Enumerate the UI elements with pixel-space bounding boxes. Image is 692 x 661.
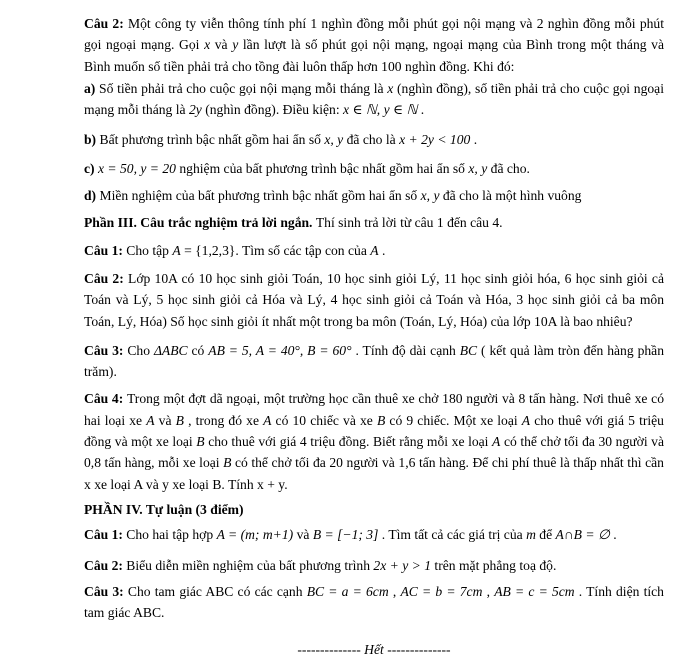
segment-math: B = [−1; 3] bbox=[312, 527, 379, 543]
segment-label: Câu 1: bbox=[84, 527, 127, 543]
segment-text: đã cho là một hình vuông bbox=[439, 188, 582, 204]
segment-text: Một công ty viễn thông tính phí 1 nghìn đồng mỗi phút gọi nội mạng và 2 nghìn đồng mỗi phút gọi ngoại mạng. Gọi bbox=[84, 16, 664, 53]
segment-math: x bbox=[204, 37, 211, 53]
segment-math: ΔABC bbox=[153, 342, 188, 358]
segment-math: A bbox=[263, 412, 272, 428]
part3-q2 bbox=[84, 268, 664, 332]
statement-d bbox=[84, 185, 664, 206]
segment-label: c) bbox=[84, 160, 98, 176]
segment-label: Phần III. Câu trắc nghiệm trả lời ngắn. bbox=[84, 215, 316, 231]
segment-text: . bbox=[470, 132, 478, 148]
segment-math: AB = 5, A = 40°, B = 60° bbox=[208, 342, 352, 358]
segment-text: Trong một đợt dã ngoại, một trường học cần thuê xe chở 180 người và 8 tấn hàng. Nơi thuê xe có hai loại xe bbox=[84, 391, 664, 428]
segment-label: Câu 2: bbox=[84, 270, 129, 286]
statement-a bbox=[84, 78, 664, 121]
segment-math: Hết bbox=[364, 642, 384, 658]
segment-math: A = (m; m+1) bbox=[216, 527, 294, 543]
segment-text: -------------- bbox=[297, 642, 365, 658]
segment-math: B bbox=[223, 455, 232, 471]
segment-label: Câu 4: bbox=[84, 391, 127, 407]
q2-intro bbox=[84, 13, 664, 77]
segment-text: đã cho là bbox=[343, 132, 400, 148]
segment-text: có thể chở tối đa 30 người và 0,8 tấn hàng, mỗi xe loại bbox=[84, 434, 665, 471]
segment-text: . Tính độ dài cạnh bbox=[351, 342, 460, 358]
segment-math: AB = c = 5cm bbox=[494, 583, 575, 599]
part4-heading bbox=[84, 499, 664, 520]
part3-q3 bbox=[84, 340, 664, 383]
segment-text: -------------- bbox=[383, 642, 451, 658]
segment-text: Cho tam giác ABC có các cạnh bbox=[127, 583, 307, 599]
segment-label: a) bbox=[84, 80, 100, 96]
segment-text: cho thuê với giá 4 triệu đồng. Biết rằng mỗi xe loại bbox=[204, 434, 493, 450]
segment-text: Biểu diễn miền nghiệm của bất phương trình bbox=[126, 557, 374, 573]
segment-math: 2y bbox=[188, 102, 202, 118]
segment-math: B bbox=[196, 434, 205, 450]
segment-math: BC = a = 6cm bbox=[306, 583, 389, 599]
segment-text: Số tiền phải trả cho cuộc gọi nội mạng mỗi tháng là bbox=[99, 80, 388, 96]
segment-math: AC = b = 7cm bbox=[400, 583, 483, 599]
segment-label: Câu 3: bbox=[84, 342, 128, 358]
segment-math: A bbox=[521, 412, 531, 428]
segment-text: Thí sinh trả lời từ câu 1 đến câu 4. bbox=[315, 215, 503, 231]
segment-math: x, y bbox=[324, 132, 344, 148]
segment-text: và bbox=[154, 412, 176, 428]
segment-math: x + 2y < 100 bbox=[399, 132, 471, 148]
segment-math: BC bbox=[459, 342, 478, 358]
part4-q1 bbox=[84, 524, 664, 545]
segment-text: trên mặt phẳng toạ độ. bbox=[431, 557, 557, 573]
part3-heading bbox=[84, 212, 664, 233]
segment-math: m bbox=[526, 527, 536, 543]
segment-text: . Tính diện tích tam giác ABC. bbox=[84, 583, 664, 621]
segment-text: Miền nghiệm của bất phương trình bậc nhất gồm hai ẩn số bbox=[99, 188, 421, 204]
segment-math: x, y bbox=[468, 160, 488, 176]
part4-q3 bbox=[84, 581, 664, 624]
segment-label: Câu 2: bbox=[84, 557, 127, 573]
part4-q2 bbox=[84, 555, 664, 576]
segment-text: . bbox=[378, 242, 386, 258]
segment-math: A bbox=[172, 242, 181, 258]
footer-het bbox=[84, 639, 664, 660]
segment-label: b) bbox=[84, 132, 100, 148]
segment-math: A bbox=[492, 434, 501, 450]
segment-text: (nghìn đồng). Điều kiện: bbox=[201, 102, 344, 118]
segment-text: và bbox=[293, 527, 313, 543]
segment-text: = {1,2,3}. Tìm số các tập con của bbox=[180, 242, 371, 258]
segment-text: , trong đó xe bbox=[183, 412, 264, 428]
segment-text: lần lượt là số phút gọi nội mạng, ngoại mạng của Bình trong một tháng và Bình muốn số tiền phải trả cho tồng đài luôn thấp hơn 100 nghìn đồng. Khi đó: bbox=[84, 37, 664, 74]
segment-math: B bbox=[175, 412, 184, 428]
segment-math: x bbox=[387, 80, 394, 96]
segment-math: y bbox=[232, 37, 239, 53]
segment-text: . bbox=[417, 102, 425, 118]
segment-math: A bbox=[146, 412, 155, 428]
segment-text: , bbox=[388, 583, 401, 599]
segment-text: Cho hai tập hợp bbox=[126, 527, 217, 543]
segment-math: B bbox=[376, 412, 386, 428]
segment-text: Cho tập bbox=[126, 242, 173, 258]
segment-text: đã cho. bbox=[487, 160, 530, 176]
segment-text: . bbox=[609, 527, 617, 543]
segment-math: A∩B = ∅ bbox=[555, 527, 610, 543]
segment-text: Cho bbox=[127, 342, 154, 358]
segment-text: . Tìm tất cả các giá trị của bbox=[378, 527, 527, 543]
statement-b bbox=[84, 129, 664, 150]
segment-text: có thể chở tối đa 20 người và 1,6 tấn hàng. Để chi phí thuê là thấp nhất thì cần x xe loại A và y xe loại B. Tính x + y. bbox=[84, 455, 664, 492]
segment-text: Lớp 10A có 10 học sinh giỏi Toán, 10 học sinh giỏi Lý, 11 học sinh giỏi hóa, 6 học sinh giỏi cả Toán và Lý, 5 học sinh giỏi cả Hóa và Lý, 4 học sinh giỏi cả Toán và Hóa, 3 học sinh giỏi cả ba môn Toán, Lý, Hóa) Số học sinh giỏi ít nhất một trong ba môn (Toán, Lý, Hóa) của lớp 10A là bao nhiêu? bbox=[84, 270, 664, 329]
segment-text: nghiệm của bất phương trình bậc nhất gồm hai ẩn số bbox=[175, 160, 469, 176]
segment-text: có 10 chiếc và xe bbox=[271, 412, 377, 428]
statement-c bbox=[84, 158, 664, 179]
segment-math: x, y bbox=[420, 188, 440, 204]
segment-math: A bbox=[370, 242, 379, 258]
segment-math: 2x + y > 1 bbox=[373, 557, 432, 573]
part3-q4 bbox=[84, 388, 664, 494]
segment-text: và bbox=[210, 37, 233, 53]
part3-q1 bbox=[84, 240, 664, 261]
segment-label: Câu 2: bbox=[84, 16, 129, 31]
segment-text: (nghìn đồng), số tiền phải trả cho cuộc gọi ngoại mạng mỗi tháng là bbox=[84, 80, 664, 118]
segment-math: x = 50, y = 20 bbox=[97, 160, 176, 176]
segment-text: , bbox=[482, 583, 495, 599]
segment-text: để bbox=[535, 527, 556, 543]
segment-label: Câu 1: bbox=[84, 242, 127, 258]
segment-text: ( kết quả làm tròn đến hàng phần trăm). bbox=[84, 342, 664, 380]
segment-math: x ∈ ℕ, y ∈ ℕ bbox=[343, 102, 418, 118]
segment-label: PHẦN IV. Tự luận (3 điểm) bbox=[84, 501, 244, 517]
segment-text: Bất phương trình bậc nhất gồm hai ẩn số bbox=[99, 132, 325, 148]
segment-text: cho thuê với giá 5 triệu đồng và một xe loại bbox=[84, 412, 664, 450]
segment-label: Câu 3: bbox=[84, 583, 128, 599]
segment-text: có bbox=[187, 342, 209, 358]
segment-label: d) bbox=[84, 188, 100, 204]
segment-text: có 9 chiếc. Một xe loại bbox=[385, 412, 522, 428]
